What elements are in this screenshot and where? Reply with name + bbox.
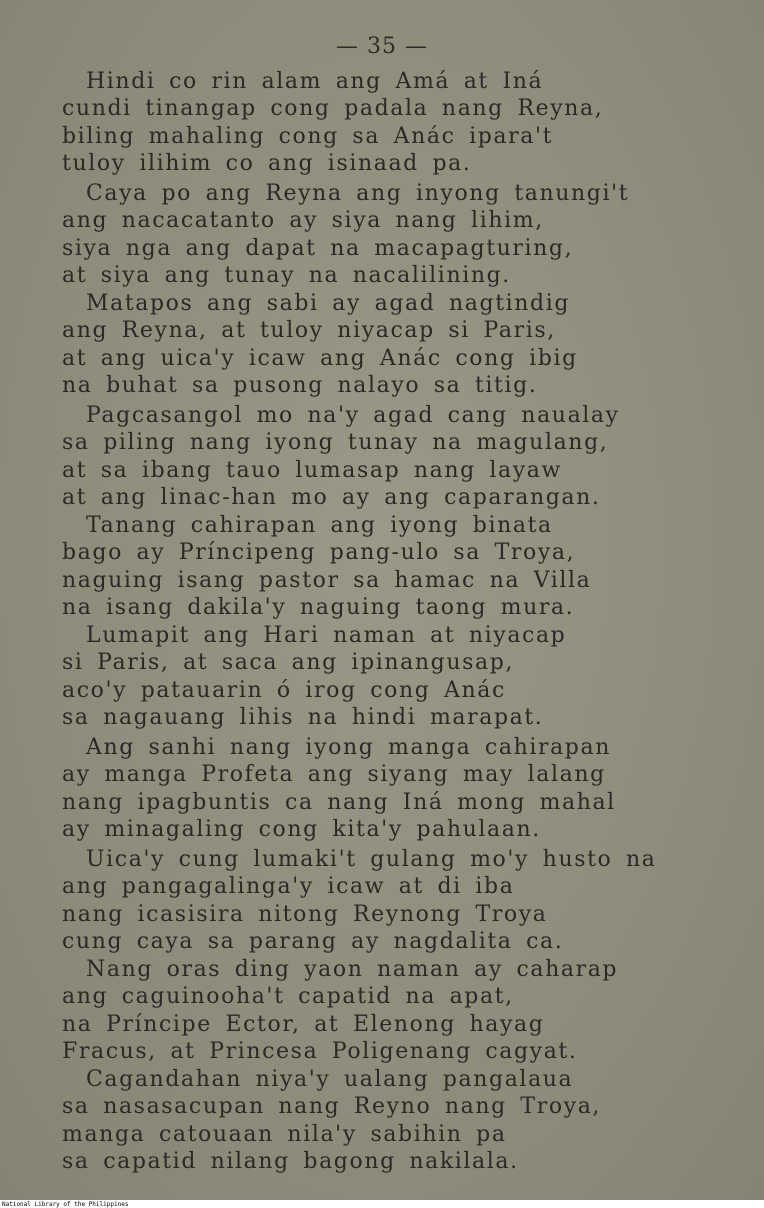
stanza: [62, 180, 702, 290]
verse-line: si Paris, at saca ang ipinangusap,: [62, 650, 514, 676]
verse-line: Pagcasangol mo na'y agad cang naualay: [86, 403, 620, 428]
verse-line: nang icasisira nitong Reynong Troya: [62, 901, 548, 927]
verse-line: biling mahaling cong sa Anác ipara't: [62, 123, 554, 149]
verse-line: Lumapit ang Hari naman at niyacap: [86, 623, 567, 648]
verse-line: Caya po ang Reyna ang inyong tanungi't: [86, 181, 630, 206]
verse-line: cundi tinangap cong padala nang Reyna,: [62, 96, 604, 122]
verse-line: bago ay Príncipeng pang-ulo sa Troya,: [62, 540, 576, 566]
stanza: [62, 1066, 702, 1176]
verse-line: at siya ang tunay na nacalilining.: [62, 263, 511, 289]
verse-line: ay minagaling cong kita'y pahulaan.: [62, 817, 541, 843]
verse-line: tuloy ilihim co ang isinaad pa.: [62, 151, 472, 177]
verse-line: Ang sanhi nang iyong manga cahirapan: [86, 735, 611, 760]
verse-line: ang caguinooha't capatid na apat,: [62, 984, 514, 1010]
verse-line: ay manga Profeta ang siyang may lalang: [62, 762, 606, 788]
verse-line: cung caya sa parang ay nagdalita ca.: [62, 929, 564, 955]
verse-line: aco'y patauarin ó irog cong Anác: [62, 677, 506, 703]
page-number: — 35 —: [336, 34, 428, 59]
stanza: [62, 734, 702, 844]
verse-line: na Príncipe Ector, at Elenong hayag: [62, 1011, 545, 1037]
stanza: [62, 846, 702, 956]
stanza: [62, 290, 702, 400]
stanza: [62, 68, 702, 178]
verse-line: Nang oras ding yaon naman ay caharap: [86, 957, 619, 982]
verse-line: sa capatid nilang bagong nakilala.: [62, 1149, 519, 1175]
verse-line: manga catouaan nila'y sabihin pa: [62, 1121, 507, 1147]
verse-line: ang pangagalinga'y icaw at di iba: [62, 874, 515, 900]
verse-line: sa nagauang lihis na hindi marapat.: [62, 705, 544, 731]
verse-line: at ang linac-han mo ay ang caparangan.: [62, 485, 601, 511]
verse-line: nang ipagbuntis ca nang Iná mong mahal: [62, 789, 616, 815]
verse-line: naguing isang pastor sa hamac na Villa: [62, 567, 592, 593]
verse-line: ang Reyna, at tuloy niyacap si Paris,: [62, 318, 556, 344]
library-credit: National Library of the Philippines: [2, 1201, 129, 1208]
verse-line: na buhat sa pusong nalayo sa titig.: [62, 373, 538, 399]
stanza: [62, 956, 702, 1066]
verse-line: sa nasasacupan nang Reyno nang Troya,: [62, 1094, 602, 1120]
stanza: [62, 402, 702, 512]
verse-line: Hindi co rin alam ang Amá at Iná: [86, 69, 544, 94]
stanza: [62, 512, 702, 622]
verse-line: Uica'y cung lumaki't gulang mo'y husto na: [86, 847, 657, 872]
verse-line: Tanang cahirapan ang iyong binata: [86, 513, 553, 538]
verse-line: Cagandahan niya'y ualang pangalaua: [86, 1067, 574, 1092]
verse-line: siya nga ang dapat na macapagturing,: [62, 235, 574, 261]
verse-line: ang nacacatanto ay siya nang lihim,: [62, 208, 544, 234]
verse-line: Fracus, at Princesa Poligenang cagyat.: [62, 1039, 578, 1065]
verse-line: sa piling nang iyong tunay na magulang,: [62, 430, 609, 456]
verse-line: Matapos ang sabi ay agad nagtindig: [86, 291, 571, 316]
stanza: [62, 622, 702, 732]
verse-line: na isang dakila'y naguing taong mura.: [62, 595, 575, 621]
verse-line: at ang uica'y icaw ang Anác cong ibig: [62, 345, 578, 371]
verse-line: at sa ibang tauo lumasap nang layaw: [62, 457, 562, 483]
